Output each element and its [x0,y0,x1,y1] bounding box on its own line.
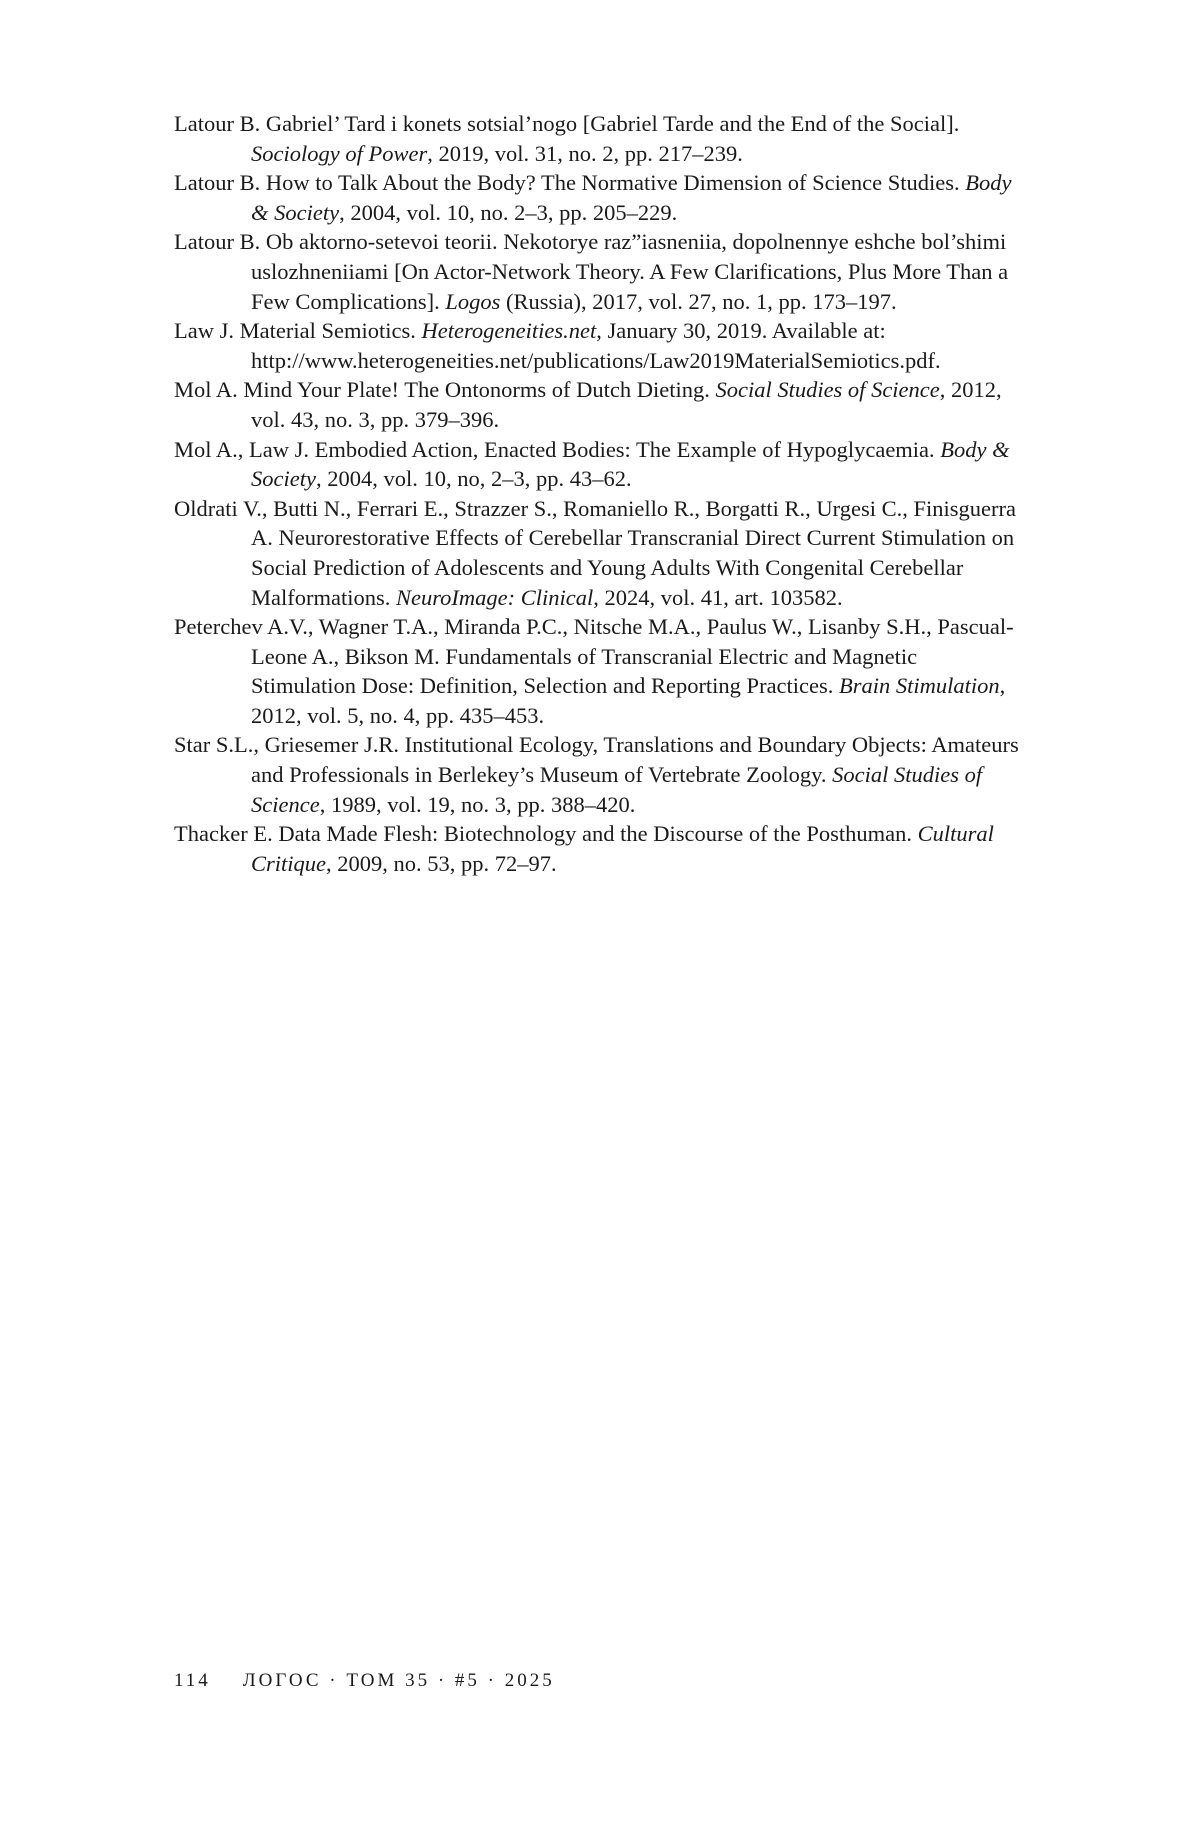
reference-title: Gabriel’ Tard i konets sotsial’nogo [Gabriel Tarde and the End of the Social]. [265,111,960,136]
reference-authors: Latour B. [174,229,261,255]
reference-journal: Body & Society [251,436,1010,492]
reference-authors: Mol A., Law J. [174,436,309,462]
reference-journal: Heterogeneities.net [421,318,597,344]
reference-publication: , 2004, vol. 10, no, 2–3, pp. 43–62. [315,466,632,492]
reference-title: Material Semiotics. [239,318,416,344]
reference-publication: , 2019, vol. 31, no. 2, pp. 217–239. [427,140,743,166]
reference-publication: , January 30, 2019. Available at: http://www.heterogeneities.net/publications/Law2019MaterialSemiotics.pdf. [251,318,941,373]
reference-entry [174,375,1024,434]
reference-publication: (Russia), 2017, vol. 27, no. 1, pp. 173–197. [500,288,897,314]
reference-authors: Star S.L., Griesemer J.R. [174,732,399,758]
reference-entry [174,316,1024,375]
reference-entry [174,819,1024,878]
reference-entry [174,227,1024,316]
page-number: 114 [174,1670,211,1691]
running-head: ЛОГОС · ТОМ 35 · #5 · 2025 [242,1670,555,1691]
page-footer [174,1670,555,1692]
reference-publication: , 2012, vol. 5, no. 4, pp. 435–453. [251,673,1006,728]
reference-title: Data Made Flesh: Biotechnology and the Discourse of the Posthuman. [278,821,912,847]
reference-title: Neurorestorative Effects of Cerebellar Transcranial Direct Current Stimulation on Social Prediction of Adolescents and Young Adults With Congenital Cerebellar Malformations. [251,525,1015,610]
reference-publication: , 2009, no. 53, pp. 72–97. [326,850,557,876]
reference-publication: , 2004, vol. 10, no. 2–3, pp. 205–229. [339,199,678,225]
reference-authors: Oldrati V., Butti N., Ferrari E., Strazzer S., Romaniello R., Borgatti R., Urgesi C., Finisguerra A. [174,495,1017,551]
reference-journal: Social Studies of Science [715,377,940,403]
reference-authors: Mol A. [174,377,238,403]
reference-journal: Logos [445,288,501,314]
reference-publication: , 2012, vol. 43, no. 3, pp. 379–396. [251,377,1002,432]
reference-entry [174,435,1024,494]
reference-journal: Cultural Critique [251,821,994,876]
reference-list [174,109,1024,878]
reference-journal: Brain Stimulation [839,673,1000,699]
reference-title: Embodied Action, Enacted Bodies: The Example of Hypoglycaemia. [314,436,935,462]
reference-authors: Latour B. [174,111,261,136]
reference-authors: Peterchev A.V., Wagner T.A., Miranda P.C., Nitsche M.A., Paulus W., Lisanby S.H., Pascual-Leone A., Bikson M. [174,614,1014,669]
reference-publication: , 2024, vol. 41, art. 103582. [593,584,843,610]
reference-journal: NeuroImage: Clinical [395,584,594,610]
reference-title: How to Talk About the Body? The Normative Dimension of Science Studies. [265,170,960,196]
reference-entry [174,730,1024,819]
reference-authors: Thacker E. [174,821,273,847]
reference-authors: Law J. [174,318,234,344]
reference-journal: Social Studies of Science [251,762,983,817]
reference-title: Mind Your Plate! The Ontonorms of Dutch Dieting. [243,377,710,403]
reference-title: Institutional Ecology, Translations and Boundary Objects: Amateurs and Professionals in Berlekey’s Museum of Vertebrate Zoology. [251,732,1019,788]
reference-entry [174,168,1024,227]
reference-title: Fundamentals of Transcranial Electric and Magnetic Stimulation Dose: Definition, Selection and Reporting Practices. [251,643,918,699]
reference-title: Ob aktorno-setevoi teorii. Nekotorye raz”iasneniia, dopolnennye eshche bol’shimi uslozhneniiami [On Actor-Network Theory. A Few Clarifications, Plus More Than a Few Complications]. [251,229,1009,314]
reference-journal: Sociology of Power [251,140,428,166]
reference-authors: Latour B. [174,170,261,196]
reference-journal: Body & Society [251,170,1012,225]
reference-publication: , 1989, vol. 19, no. 3, pp. 388–420. [319,791,636,817]
reference-entry [174,109,1024,168]
reference-entry [174,612,1024,730]
reference-entry [174,494,1024,612]
